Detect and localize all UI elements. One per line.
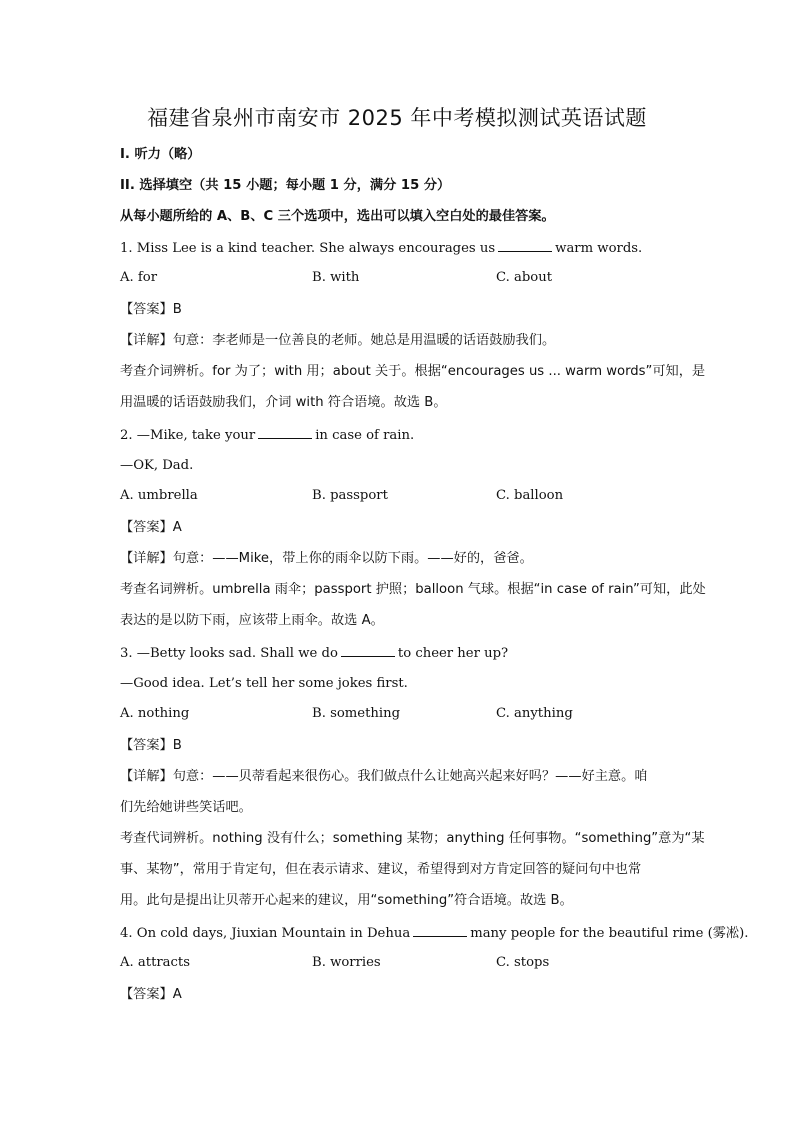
q2-option-b: B. passport — [312, 488, 388, 503]
q3-explain: 们先给她讲些笑话吧。 — [120, 800, 252, 815]
answer-blank — [498, 239, 552, 252]
q1-explain: 用温暖的话语鼓励我们，介词 with 符合语境。故选 B。 — [120, 395, 447, 410]
q2-option-c: C. balloon — [496, 488, 564, 503]
section-choice: II. 选择填空（共 15 小题；每小题 1 分，满分 15 分） — [120, 178, 451, 193]
q2-explain: 【详解】句意：——Mike，带上你的雨伞以防下雨。——好的，爸爸。 — [120, 551, 533, 566]
answer-blank — [341, 644, 395, 657]
q2-option-a: A. umbrella — [120, 488, 198, 503]
stem-part: to cheer her up? — [397, 646, 509, 661]
stem-part: 1. Miss Lee is a kind teacher. She always encourages us — [120, 241, 496, 256]
q3-explain: 考查代词辨析。nothing 没有什么；something 某物；anything 任何事物。“something”意为“某 — [120, 831, 705, 846]
answer-blank — [258, 426, 312, 439]
q4-option-b: B. worries — [312, 955, 381, 970]
question-4-stem — [120, 924, 748, 943]
question-3-stem — [120, 644, 508, 663]
q2-reply: —OK, Dad. — [120, 458, 194, 473]
q1-option-c: C. about — [496, 270, 553, 285]
stem-part: 2. —Mike, take your — [120, 428, 256, 443]
q1-option-a: A. for — [120, 270, 158, 285]
q4-option-c: C. stops — [496, 955, 550, 970]
question-2-stem — [120, 426, 414, 445]
q3-answer: 【答案】B — [120, 738, 182, 753]
q2-explain: 考查名词辨析。umbrella 雨伞；passport 护照；balloon 气球。根据“in case of rain”可知，此处 — [120, 582, 706, 597]
answer-blank — [413, 924, 467, 937]
q2-answer: 【答案】A — [120, 520, 182, 535]
q2-explain: 表达的是以防下雨，应该带上雨伞。故选 A。 — [120, 613, 384, 628]
section-listening: I. 听力（略） — [120, 147, 201, 162]
q1-answer: 【答案】B — [120, 302, 182, 317]
stem-part: 3. —Betty looks sad. Shall we do — [120, 646, 338, 661]
q4-option-a: A. attracts — [120, 955, 190, 970]
page-title: 福建省泉州市南安市 2025 年中考模拟测试英语试题 — [147, 106, 647, 130]
q3-option-b: B. something — [312, 706, 401, 721]
stem-part: many people for the beautiful rime (雾凇). — [470, 926, 749, 941]
question-1-stem — [120, 239, 642, 258]
stem-part: warm words. — [555, 241, 643, 256]
q3-option-c: C. anything — [496, 706, 573, 721]
q3-option-a: A. nothing — [120, 706, 190, 721]
stem-part: 4. On cold days, Jiuxian Mountain in Dehua — [120, 926, 411, 941]
q1-explain: 【详解】句意：李老师是一位善良的老师。她总是用温暖的话语鼓励我们。 — [120, 333, 556, 348]
stem-part: in case of rain. — [315, 428, 415, 443]
instruction: 从每小题所给的 A、B、C 三个选项中，选出可以填入空白处的最佳答案。 — [120, 209, 555, 224]
q1-explain: 考查介词辨析。for 为了；with 用；about 关于。根据“encourages us ... warm words”可知，是 — [120, 364, 706, 379]
q4-answer: 【答案】A — [120, 987, 182, 1002]
q1-option-b: B. with — [312, 270, 360, 285]
q3-explain: 用。此句是提出让贝蒂开心起来的建议，用“something”符合语境。故选 B。 — [120, 893, 573, 908]
q3-reply: —Good idea. Let’s tell her some jokes first. — [120, 676, 408, 691]
q3-explain: 事、某物”，常用于肯定句，但在表示请求、建议，希望得到对方肯定回答的疑问句中也常 — [120, 862, 642, 877]
q3-explain: 【详解】句意：——贝蒂看起来很伤心。我们做点什么让她高兴起来好吗？——好主意。咱 — [120, 769, 648, 784]
